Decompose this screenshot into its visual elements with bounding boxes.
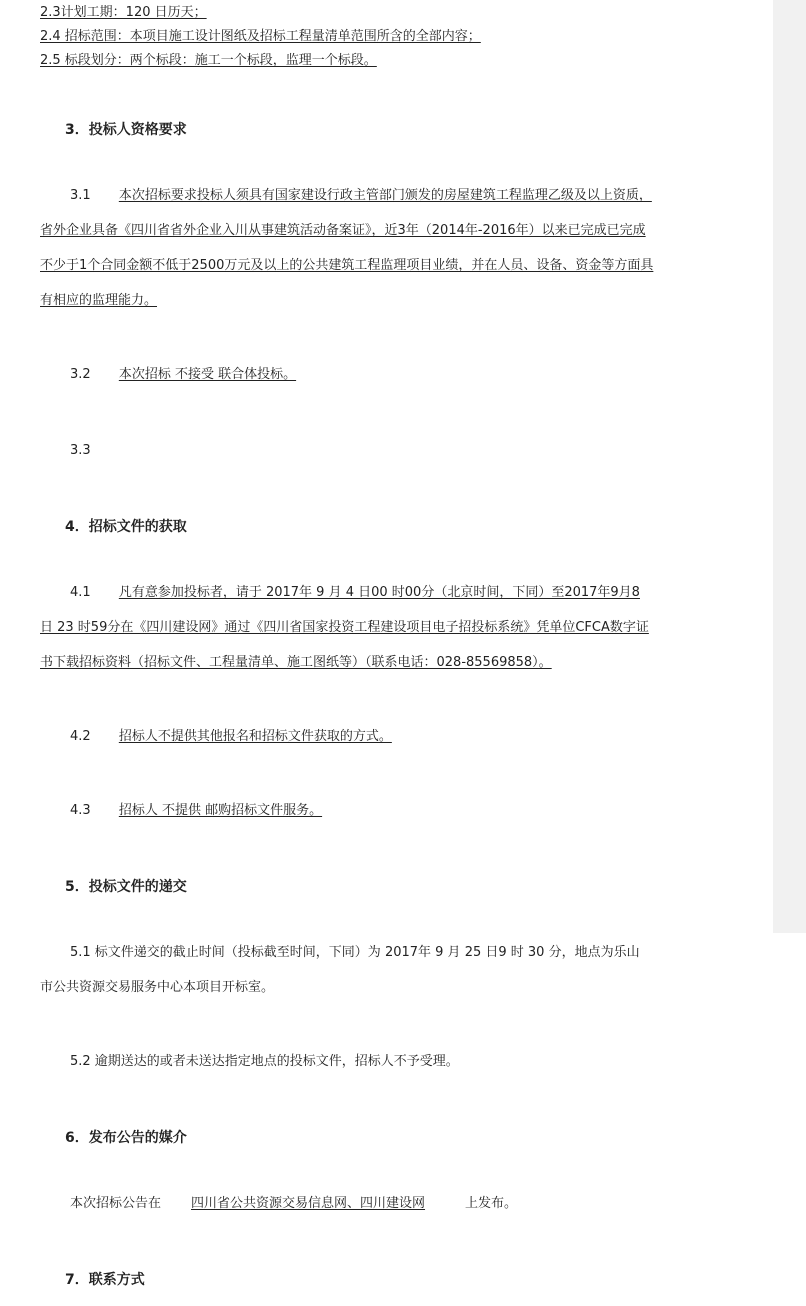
paragraph-3-1: [70, 185, 745, 207]
scrollbar-track[interactable]: [773, 0, 806, 933]
clause-text: 本次招标要求投标人须具有国家建设行政主管部门颁发的房屋建筑工程监理乙级及以上资质，: [118, 188, 652, 203]
paragraph-3-1-line-4: [40, 290, 745, 312]
paragraph-3-1-cont: [40, 220, 745, 312]
media-names: 四川省公共资源交易信息网、四川建设网: [191, 1196, 426, 1211]
paragraph-4-1-tail: 书下载招标资料（招标文件、工程量清单、施工图纸等）（联系电话：028-85569858）。: [40, 655, 552, 670]
paragraph-4-3: [70, 800, 745, 822]
bidding-scope-line: 2.4 招标范围：本项目施工设计图纸及招标工程量清单范围所含的全部内容；: [40, 29, 481, 44]
paragraph-3-1-line-3: 不少于1个合同金额不低于2500万元及以上的公共建筑工程监理项目业绩，并在人员、设备、资金等方面具: [40, 258, 654, 273]
paragraph-4-1-line-1: [70, 582, 745, 604]
clause-text: 凡有意参加投标者，请于 2017年 9 月 4 日00 时00分（北京时间，下同）至2017年9月8: [118, 585, 640, 600]
blank-field: [95, 443, 133, 458]
clause-number: 4.2: [70, 729, 91, 744]
paragraph-4-2: [70, 726, 745, 748]
paragraph-3-1-tail: 有相应的监理能力。: [40, 293, 158, 308]
clause-number: 4.3: [70, 803, 91, 818]
media-pre-text: 本次招标公告在: [70, 1196, 162, 1211]
section-division-text: 2.5 标段划分：两个标段：施工一个标段，监理一个标段。: [40, 53, 377, 68]
clause-number: 4.1: [70, 585, 91, 600]
section-3-heading: 3．投标人资格要求: [65, 122, 187, 138]
clause-text: 招标人 不提供 邮购招标文件服务。: [118, 803, 323, 818]
scope-block: [40, 0, 745, 73]
section-5-heading: 5．投标文件的递交: [65, 879, 187, 895]
duration-line: 2.3计划工期：120 日历天；: [40, 5, 207, 20]
section-6-heading: 6．发布公告的媒介: [65, 1130, 187, 1146]
paragraph-3-3: [70, 440, 745, 462]
clause-text: 招标人不提供其他报名和招标文件获取的方式。: [118, 729, 392, 744]
paragraph-6: [70, 1193, 745, 1215]
section-4-heading: 4．招标文件的获取: [65, 519, 187, 535]
clause-text: 本次招标 不接受 联合体投标。: [118, 367, 297, 382]
paragraph-3-1-line-2: 省外企业具备《四川省省外企业入川从事建筑活动备案证》，近3年（2014年-2016年）以来已完成已完成: [40, 223, 646, 238]
media-post-text: 上发布。: [465, 1196, 518, 1211]
clause-number: 3.2: [70, 367, 91, 382]
clause-number: 3.3: [70, 443, 91, 458]
paragraph-4-1-line-3: [40, 652, 745, 674]
section-7-heading: 7．联系方式: [65, 1272, 145, 1288]
clause-number: 3.1: [70, 188, 91, 203]
section-division-line: [40, 49, 745, 73]
paragraph-5-2: 5.2 逾期送达的或者未送达指定地点的投标文件，招标人不予受理。: [70, 1054, 459, 1069]
paragraph-5-1-line-1: 5.1 标文件递交的截止时间（投标截至时间，下同）为 2017年 9 月 25 日9 时 30 分，地点为乐山: [70, 945, 640, 960]
paragraph-5-1-line-2: 市公共资源交易服务中心本项目开标室。: [40, 980, 275, 995]
paragraph-3-1-line-1: [70, 185, 745, 207]
paragraph-4-1-line-2: 日 23 时59分在《四川建设网》通过《四川省国家投资工程建设项目电子招投标系统》凭单位CFCA数字证: [40, 620, 649, 635]
paragraph-3-2: [70, 364, 745, 386]
document-body: [40, 0, 745, 1306]
